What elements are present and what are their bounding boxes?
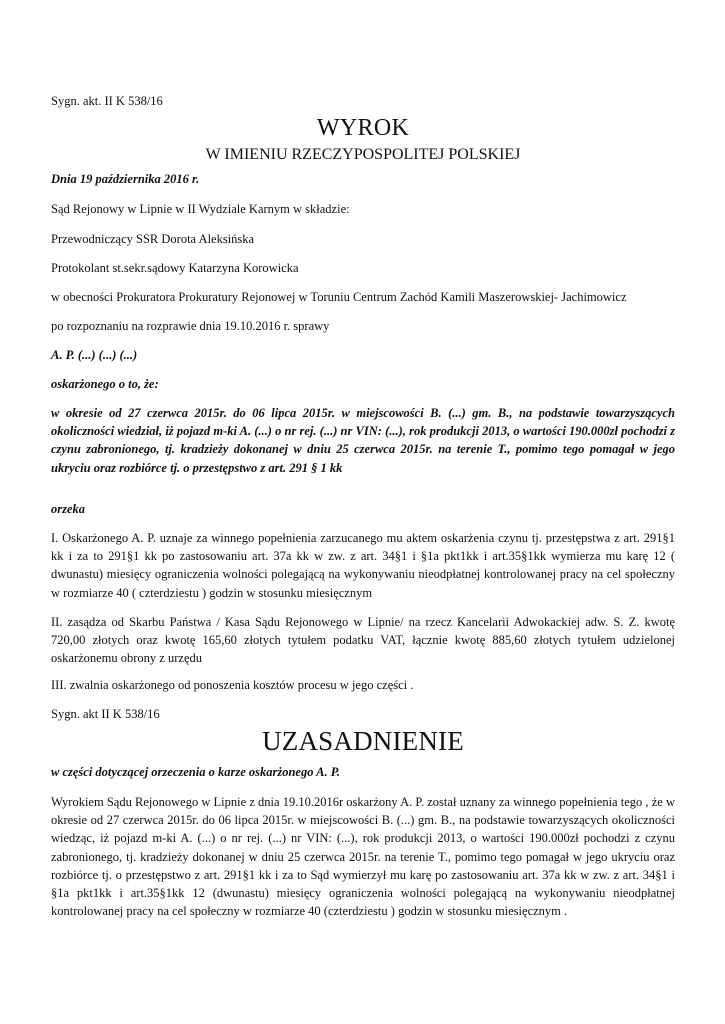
hearing-info: po rozpoznaniu na rozprawie dnia 19.10.2016 r. sprawy [51, 319, 330, 333]
case-number-bottom: Sygn. akt II K 538/16 [51, 707, 160, 721]
court-clerk: Protokolant st.sekr.sądowy Katarzyna Korowicka [51, 261, 299, 275]
ruling-point-2: II. zasądza od Skarbu Państwa / Kasa Sądu Rejonowego w Lipnie/ na rzecz Kancelarii Adwokackiej adw. S. Z. kwotę 720,00 złotych oraz kwotę 165,60 złotych tytułem podatku VAT, łącznie kwotę 885,60 złotych tytułem udzielonej oskarżonemu obrony z urzędu [51, 615, 675, 666]
defendant-name: A. P. (...) (...) (...) [51, 348, 138, 362]
court-composition: Sąd Rejonowy w Lipnie w II Wydziale Karnym w składzie: [51, 202, 350, 216]
ruling-point-1: I. Oskarżonego A. P. uznaje za winnego popełnienia zarzucanego mu aktem oskarżenia czynu tj. przestępstwa z art. 291§1 kk i za to 291§1 kk po zastosowaniu art. 37a kk w zw. z art. 34§1 i §1a pkt1kk i art.35§1kk wymierza mu karę 12 ( dwunastu) miesięcy ograniczenia wolności polegającą na wykonywaniu nieodpłatnej kontrolowanej pracy na cel społeczny w rozmiarze 40 ( czterdziestu ) godzin w stosunku miesięcznym [51, 531, 675, 600]
verdict-subtitle: W IMIENIU RZECZYPOSPOLITEJ POLSKIEJ [205, 146, 521, 163]
ruling-point-3: III. zwalnia oskarżonego od ponoszenia kosztów procesu w jego części . [51, 678, 414, 692]
verdict-date: Dnia 19 października 2016 r. [51, 172, 200, 186]
justification-scope: w części dotyczącej orzeczenia o karze oskarżonego A. P. [51, 765, 340, 779]
justification-title: UZASADNIENIE [262, 726, 464, 756]
charge-paragraph: w okresie od 27 czerwca 2015r. do 06 lipca 2015r. w miejscowości B. (...) gm. B., na podstawie towarzyszących okoliczności wiedział, iż pojazd m-ki A. (...) o nr rej. (...) nr VIN: (...), rok produkcji 2013, o wartości 190.000zł pochodzi z czynu zabronionego, tj. kradzieży dokonanej w dniu 25 czerwca 2015r. na terenie T., pomimo tego pomagał w jego ukryciu oraz rozbiórce tj. o przestępstwo z art. 291 § 1 kk [51, 406, 675, 475]
verdict-title: WYROK [316, 115, 410, 141]
case-number-top: Sygn. akt. II K 538/16 [51, 94, 163, 108]
presiding-judge: Przewodniczący SSR Dorota Aleksińska [51, 232, 255, 246]
ruling-heading: orzeka [51, 502, 86, 516]
justification-paragraph: Wyrokiem Sądu Rejonowego w Lipnie z dnia 19.10.2016r oskarżony A. P. został uznany za winnego popełnienia tego , że w okresie od 27 czerwca 2015r. do 06 lipca 2015r. w miejscowości B. (...) gm. B., na podstawie towarzyszących okoliczności wiedząc, iż pojazd m-ki A. (...) o nr rej. (...) nr VIN: (...), rok produkcji 2013, o wartości 190.000zł pochodzi z czynu zabronionego, tj. kradzieży dokonanej w dniu 25 czerwca 2015r. na terenie T., pomimo tego pomagał w jego ukryciu oraz rozbiórce tj. o przestępstwo z art. 291§1 kk i za to Sąd wymierzył mu karę po zastosowaniu art. 37a kk w zw. z art. 34§1 i §1a pkt1kk i art.35§1kk 12 (dwunastu) miesięcy ograniczenia wolności polegającą na wykonywaniu nieodpłatnej kontrolowanej pracy na cel społeczny w rozmiarze 40 (czterdziestu ) godzin w stosunku miesięcznym . [51, 795, 675, 919]
prosecutor-presence: w obecności Prokuratora Prokuratury Rejonowej w Toruniu Centrum Zachód Kamili Maszerowskiej- Jachimowicz [51, 290, 627, 304]
accusation-intro: oskarżonego o to, że: [51, 377, 159, 391]
